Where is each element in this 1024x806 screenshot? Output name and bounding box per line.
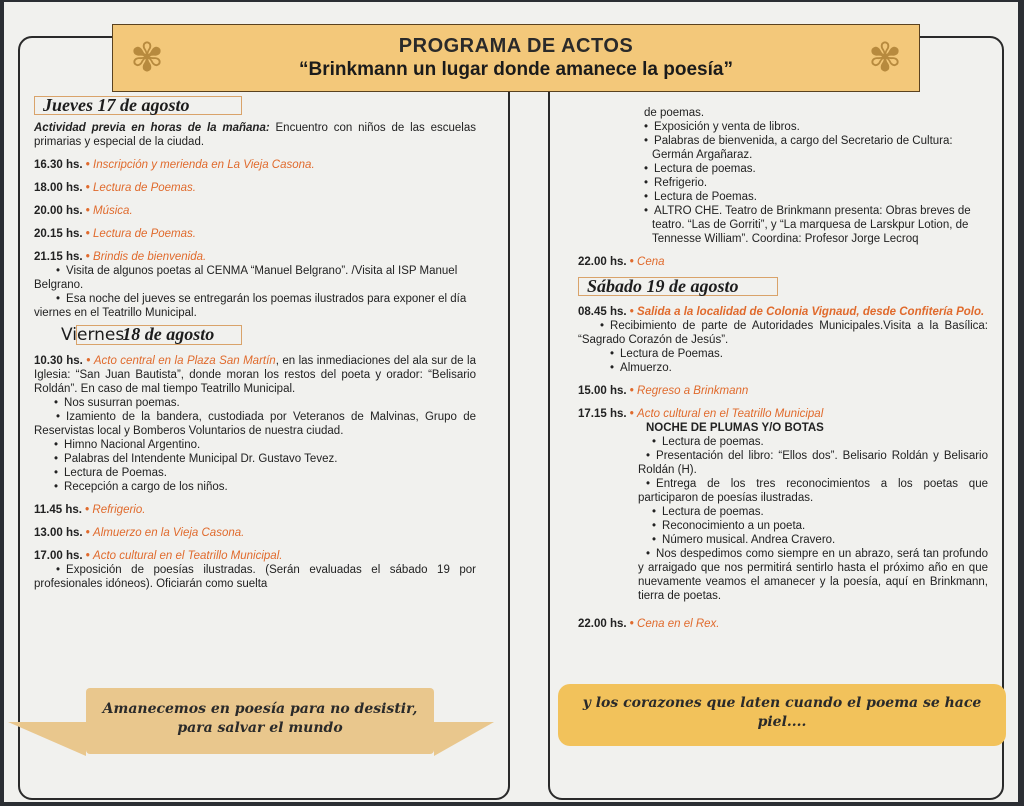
list-item: • Recibimiento de parte de Autoridades Municipales.Visita a la Basílica: “Sagrado Corazón de Jesús”. [578,319,988,347]
list-item: • ALTRO CHE. Teatro de Brinkmann presenta: Obras breves de teatro. “Las de Gorriti”, y “La marquesa de Larskpur Lotion, de Tennesse William”. Coordina: Profesor Jorge Lecroq [578,204,988,246]
list-item: • Nos despedimos como siempre en un abrazo, será tan profundo y arraigado que nos permitirá sentirlo hasta el próximo año en que nuevamente veamos el amanecer y la poesía, aquí en Brinkmann, tierra de poetas. [578,547,988,603]
event-row: 08.45 hs. • Salida a la localidad de Colonia Vignaud, desde Confitería Polo. [578,306,985,318]
closing-ribbon-left: Amanecemos en poesía para no desistir, para salvar el mundo [86,688,434,754]
list-item: • Lectura de Poemas. [578,347,988,361]
list-item: • Exposición de poesías ilustradas. (Serán evaluadas el sábado 19 por profesionales idóneos). Oficiarán como suelta [34,563,476,591]
event-row: 16.30 hs. • Inscripción y merienda en La Vieja Casona. [34,159,315,171]
event-row: 10.30 hs. • Acto central en la Plaza San Martín, en las inmediaciones del ala sur de la Iglesia: “San Juan Bautista”, donde moran los restos del poeta y orador: “Belisario Roldán”. En caso de mal tiempo Teatrillo Municipal. [34,355,476,395]
list-item: • Número musical. Andrea Cravero. [578,533,988,547]
list-item: • Lectura de poemas. [578,505,988,519]
event-row: 17.15 hs. • Acto cultural en el Teatrillo Municipal [578,408,824,420]
list-item: • Presentación del libro: “Ellos dos”. Belisario Roldán y Belisario Roldán (H). [578,449,988,477]
list-item: • Recepción a cargo de los niños. [34,480,476,494]
event-row: 22.00 hs. • Cena [578,256,665,268]
event-row: 17.00 hs. • Acto cultural en el Teatrillo Municipal. [34,550,283,562]
event-row: 22.00 hs. • Cena en el Rex. [578,618,720,630]
list-item: • Himno Nacional Argentino. [34,438,476,452]
list-item: • Lectura de Poemas. [34,466,476,480]
floral-ornament-icon: ✾ [130,36,164,80]
program-subtitle: “Brinkmann un lugar donde amanece la poesía” [299,59,733,80]
floral-ornament-icon: ✾ [868,36,902,80]
list-item: • Entrega de los tres reconocimientos a los poetas que participaron de poesías ilustradas. [578,477,988,505]
day-heading-friday-wrap [34,325,476,345]
list-item: • Palabras de bienvenida, a cargo del Secretario de Cultura: Germán Argañaraz. [578,134,988,162]
list-item: • Esa noche del jueves se entregarán los poemas ilustrados para exponer el día viernes en el Teatrillo Municipal. [34,292,476,320]
right-column [578,106,988,631]
event-row: 21.15 hs. • Brindis de bienvenida. [34,251,207,263]
event-row: 20.00 hs. • Música. [34,205,133,217]
left-column [34,96,476,591]
day-heading-friday: Viernes18 de agosto [76,325,242,345]
list-item: • Reconocimiento a un poeta. [578,519,988,533]
list-item: • Palabras del Intendente Municipal Dr. Gustavo Tevez. [34,452,476,466]
event-row: 20.15 hs. • Lectura de Poemas. [34,228,196,240]
list-item: • Refrigerio. [578,176,988,190]
event-row: 18.00 hs. • Lectura de Poemas. [34,182,196,194]
list-item: • Izamiento de la bandera, custodiada por Veteranos de Malvinas, Grupo de Reservistas local y Bomberos Voluntarios de nuestra ciudad. [34,410,476,438]
intro-paragraph: Actividad previa en horas de la mañana: Encuentro con niños de las escuelas primarias y especial de la ciudad. [34,122,476,148]
list-item: • Almuerzo. [578,361,988,375]
program-title: PROGRAMA DE ACTOS [398,35,634,57]
ribbon-tail [434,722,494,756]
day-heading-thursday: Jueves 17 de agosto [34,96,242,115]
list-item: • Lectura de poemas. [578,162,988,176]
continued-text: de poemas. [644,107,705,119]
closing-ribbon-right: y los corazones que laten cuando el poema se hace piel.... [558,684,1006,746]
list-item: • Lectura de Poemas. [578,190,988,204]
event-subtitle: NOCHE DE PLUMAS Y/O BOTAS [646,422,824,434]
list-item: • Exposición y venta de libros. [578,120,988,134]
header-banner [112,24,920,92]
event-row: 13.00 hs. • Almuerzo en la Vieja Casona. [34,527,245,539]
list-item: • Lectura de poemas. [578,435,988,449]
list-item: • Nos susurran poemas. [34,396,476,410]
day-heading-saturday: Sábado 19 de agosto [578,277,778,296]
ribbon-tail [8,722,86,756]
event-row: 15.00 hs. • Regreso a Brinkmann [578,385,749,397]
list-item: • Visita de algunos poetas al CENMA “Manuel Belgrano”. /Visita al ISP Manuel Belgrano. [34,264,476,292]
event-row: 11.45 hs. • Refrigerio. [34,504,146,516]
